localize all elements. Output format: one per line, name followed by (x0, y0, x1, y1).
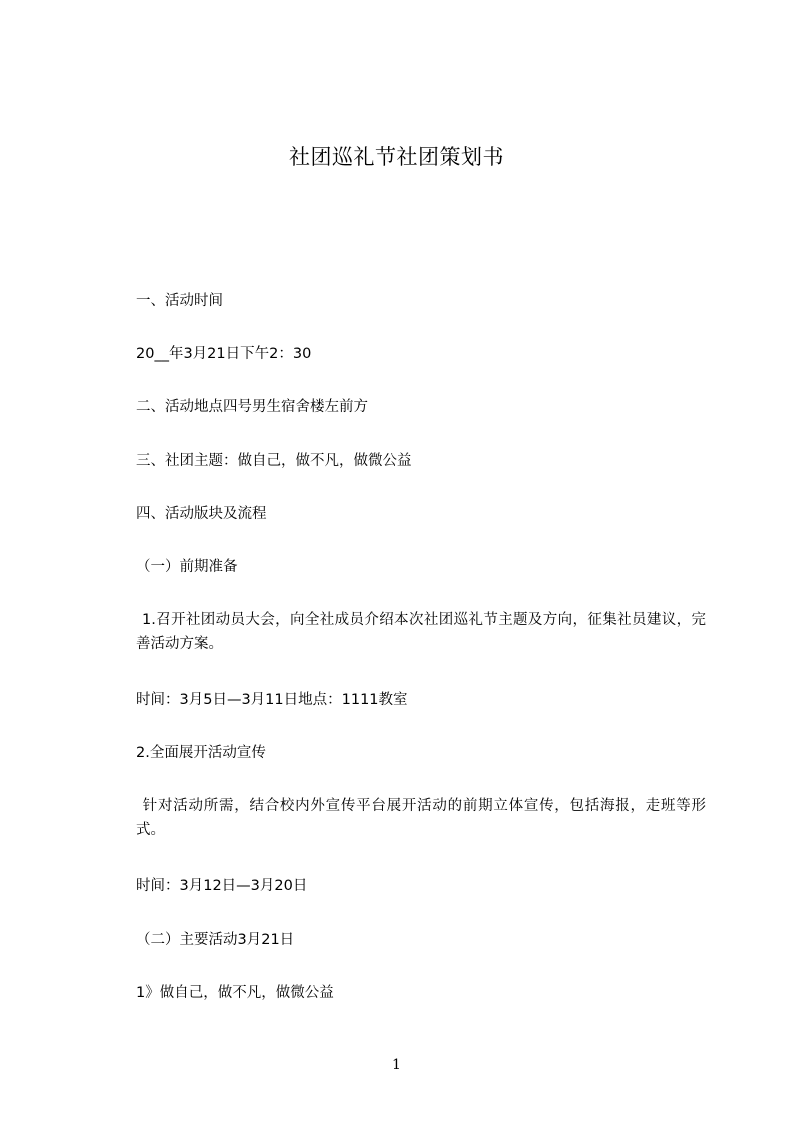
activity-time-text: 20__年3月21日下午2：30 (136, 346, 312, 362)
item-1-text: 1.召开社团动员大会，向全社成员介绍本次社团巡礼节主题及方向，征集社员建议，完善活动方案。 (136, 612, 706, 652)
item-2-time: 时间：3月12日—3月20日 (136, 878, 308, 894)
activity-1-text: 1》做自己，做不凡，做微公益 (136, 985, 334, 1001)
document-title: 社团巡礼节社团策划书 (289, 145, 504, 169)
subsection-heading-preparation: （一）前期准备 (136, 559, 238, 575)
item-2-text: 针对活动所需，结合校内外宣传平台展开活动的前期立体宣传，包括海报，走班等形式。 (136, 798, 706, 838)
page-number: 1 (392, 1057, 401, 1073)
section-heading-activity-location: 二、活动地点四号男生宿舍楼左前方 (136, 399, 368, 415)
item-2-heading: 2.全面展开活动宣传 (136, 745, 266, 761)
section-heading-activity-flow: 四、活动版块及流程 (136, 506, 267, 522)
subsection-heading-main-activity: （二）主要活动3月21日 (136, 932, 295, 948)
section-heading-club-theme: 三、社团主题：做自己，做不凡，做微公益 (136, 453, 412, 469)
item-1-paragraph (136, 608, 706, 656)
item-1-time-place: 时间：3月5日—3月11日地点：1111教室 (136, 692, 408, 708)
section-heading-activity-time: 一、活动时间 (136, 293, 223, 309)
item-2-paragraph (136, 794, 706, 842)
